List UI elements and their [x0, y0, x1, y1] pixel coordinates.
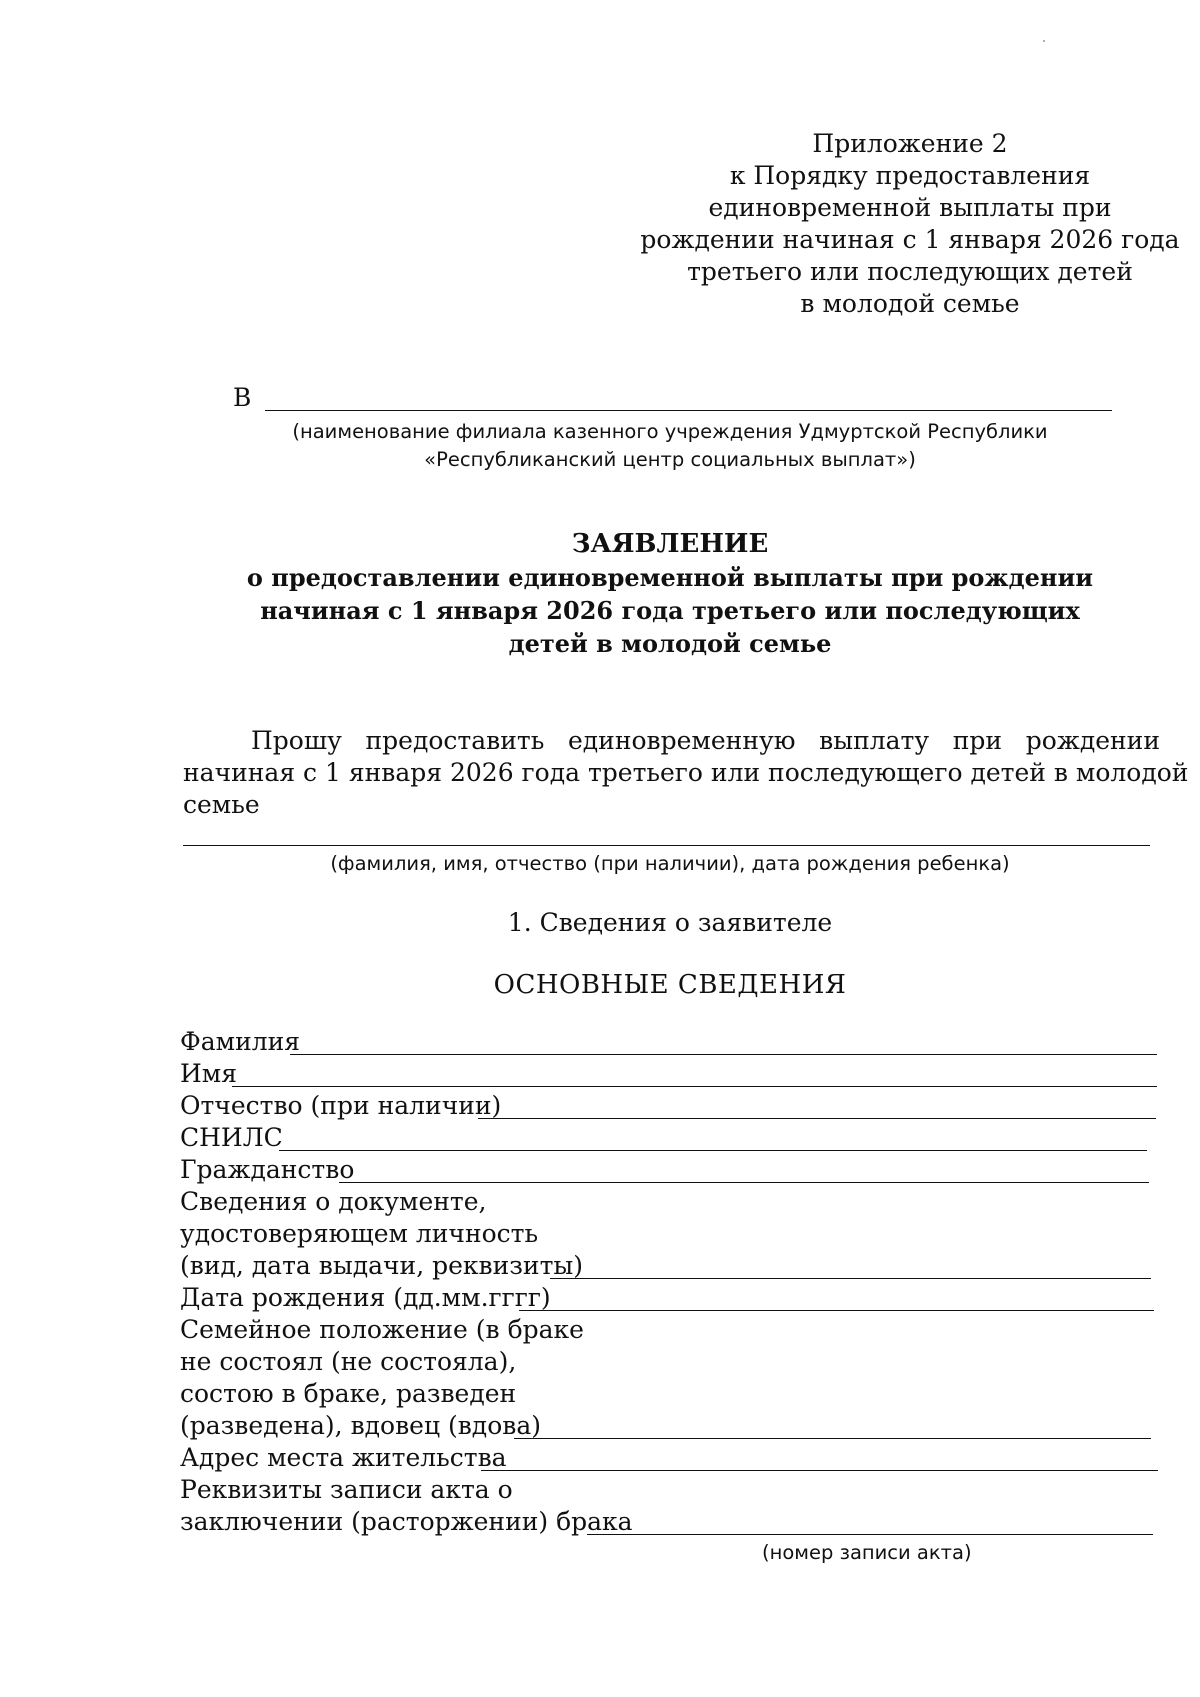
name-input-line[interactable]	[232, 1086, 1157, 1087]
surname-label: Фамилия	[180, 1027, 301, 1056]
section-subheading: ОСНОВНЫЕ СВЕДЕНИЯ	[493, 970, 847, 1000]
id-document-label-line: (вид, дата выдачи, реквизиты)	[180, 1251, 584, 1280]
marital-status-label-line: Семейное положение (в браке	[180, 1315, 584, 1344]
appendix-header-line: третьего или последующих детей	[687, 257, 1133, 286]
appendix-header-line: к Порядку предоставления	[729, 161, 1091, 190]
request-line: начиная с 1 января 2026 года третьего или последующего детей в молодой	[183, 758, 1189, 787]
marriage-record-label-line: Реквизиты записи акта о	[180, 1475, 513, 1504]
appendix-header-line: рождении начиная с 1 января 2026 года	[640, 225, 1180, 254]
addressee-note-line: (наименование филиала казенного учреждения Удмуртской Республики	[292, 420, 1048, 443]
address-input-line[interactable]	[481, 1470, 1158, 1471]
child-info-input-line[interactable]	[183, 845, 1150, 846]
appendix-header	[640, 128, 1180, 320]
id-document-label-line: удостоверяющем личность	[180, 1219, 539, 1248]
patronymic-input-line[interactable]	[478, 1118, 1156, 1119]
name-label: Имя	[180, 1059, 238, 1088]
citizenship-input-line[interactable]	[339, 1182, 1149, 1183]
marriage-record-note: (номер записи акта)	[762, 1541, 972, 1564]
marital-status-label-line: (разведена), вдовец (вдова)	[180, 1411, 541, 1440]
request-line: Прошу предоставить единовременную выплату при рождении	[251, 726, 1160, 755]
appendix-header-line: в молодой семье	[800, 289, 1020, 318]
request-line: семье	[183, 790, 260, 819]
appendix-header-line: Приложение 2	[812, 129, 1008, 158]
title-line: о предоставлении единовременной выплаты при рождении	[246, 563, 1094, 592]
addressee-input-line[interactable]	[265, 410, 1112, 411]
request-paragraph	[183, 725, 1189, 821]
title-line: детей в молодой семье	[508, 629, 832, 658]
addressee-note-line: «Республиканский центр социальных выплат»)	[424, 448, 916, 471]
scan-artifact	[1043, 40, 1045, 42]
title-main: ЗАЯВЛЕНИЕ	[571, 529, 769, 559]
patronymic-label: Отчество (при наличии)	[180, 1091, 502, 1120]
birth-date-input-line[interactable]	[519, 1310, 1154, 1311]
birth-date-label: Дата рождения (дд.мм.гггг)	[180, 1283, 551, 1312]
section-heading: 1. Сведения о заявителе	[507, 908, 833, 937]
marital-status-label-line: не состоял (не состояла),	[180, 1347, 517, 1376]
id-document-input-line[interactable]	[550, 1278, 1151, 1279]
snils-label: СНИЛС	[180, 1123, 283, 1152]
marriage-record-input-line[interactable]	[587, 1534, 1153, 1535]
appendix-header-line: единовременной выплаты при	[708, 193, 1112, 222]
marriage-record-label-line: заключении (расторжении) брака	[180, 1507, 633, 1536]
child-info-note: (фамилия, имя, отчество (при наличии), дата рождения ребенка)	[330, 852, 1010, 875]
id-document-label-line: Сведения о документе,	[180, 1187, 487, 1216]
snils-input-line[interactable]	[279, 1150, 1147, 1151]
marital-status-label-line: состою в браке, разведен	[180, 1379, 517, 1408]
document-title	[160, 528, 1180, 660]
surname-input-line[interactable]	[290, 1054, 1157, 1055]
citizenship-label: Гражданство	[180, 1155, 355, 1184]
title-line: начиная с 1 января 2026 года третьего или последующих	[260, 596, 1080, 625]
marital-status-input-line[interactable]	[514, 1438, 1151, 1439]
addressee-prefix: В	[233, 383, 252, 412]
addressee-note	[200, 418, 1140, 474]
address-label: Адрес места жительства	[180, 1443, 507, 1472]
